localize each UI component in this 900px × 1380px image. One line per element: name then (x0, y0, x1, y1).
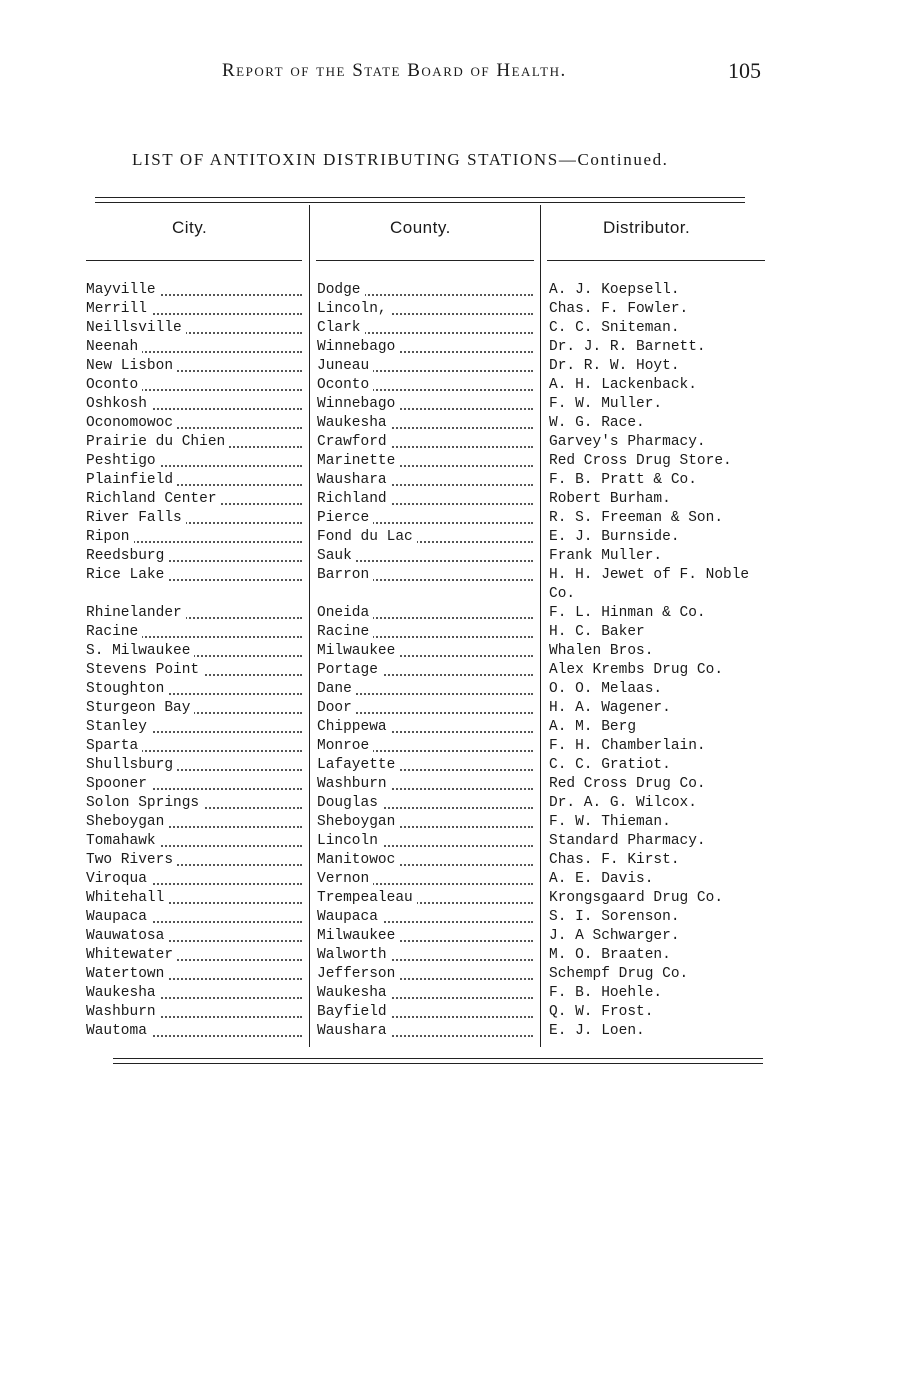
county-cell: Fond du Lac (317, 528, 533, 547)
table-row (0, 870, 900, 889)
city-cell: River Falls (86, 509, 302, 528)
city-cell: Oconomowoc (86, 414, 302, 433)
city-cell: Tomahawk (86, 832, 302, 851)
county-cell: Sauk (317, 547, 533, 566)
county-cell: Waushara (317, 471, 533, 490)
column-header-city: City. (172, 218, 208, 237)
table-row (0, 927, 900, 946)
distributor-cell: Whalen Bros. (549, 642, 779, 661)
distributor-cell: Chas. F. Fowler. (549, 300, 779, 319)
column-header-distributor: Distributor. (603, 218, 691, 237)
distributor-cell: J. A Schwarger. (549, 927, 779, 946)
header-rule (547, 260, 765, 261)
table-row (0, 509, 900, 528)
distributor-cell: F. W. Muller. (549, 395, 779, 414)
distributor-cell: Dr. J. R. Barnett. (549, 338, 779, 357)
header-rule (86, 260, 302, 261)
top-rule (95, 197, 745, 198)
distributor-cell: H. H. Jewet of F. Noble Co. (549, 567, 750, 602)
distributor-cell: Standard Pharmacy. (549, 832, 779, 851)
table-row (0, 1022, 900, 1041)
county-cell: Washburn (317, 775, 533, 794)
city-cell: Rhinelander (86, 604, 302, 623)
distributor-cell: Krongsgaard Drug Co. (549, 889, 779, 908)
table-row (0, 680, 900, 699)
table-row (0, 300, 900, 319)
distributor-cell: F. H. Chamberlain. (549, 737, 779, 756)
distributor-cell: Dr. R. W. Hoyt. (549, 357, 779, 376)
county-cell: Door (317, 699, 533, 718)
county-cell: Dodge (317, 281, 533, 300)
table-row (0, 338, 900, 357)
county-cell: Lincoln (317, 832, 533, 851)
county-cell: Juneau (317, 357, 533, 376)
distributor-cell: R. S. Freeman & Son. (549, 509, 779, 528)
table-row (0, 376, 900, 395)
table-row (0, 756, 900, 775)
city-cell: Mayville (86, 281, 302, 300)
distributor-cell: A. E. Davis. (549, 870, 779, 889)
distributor-cell: Red Cross Drug Co. (549, 775, 779, 794)
distributor-cell: W. G. Race. (549, 414, 779, 433)
city-cell: Peshtigo (86, 452, 302, 471)
city-cell: Viroqua (86, 870, 302, 889)
distributor-cell: A. M. Berg (549, 718, 779, 737)
table-row (0, 395, 900, 414)
city-cell: Merrill (86, 300, 302, 319)
city-cell: Plainfield (86, 471, 302, 490)
county-cell: Racine (317, 623, 533, 642)
table-row (0, 357, 900, 376)
county-cell: Milwaukee (317, 642, 533, 661)
county-cell: Portage (317, 661, 533, 680)
distributor-cell: H. C. Baker (549, 623, 779, 642)
county-cell: Clark (317, 319, 533, 338)
table-row (0, 737, 900, 756)
distributor-cell: E. J. Burnside. (549, 528, 779, 547)
county-cell: Milwaukee (317, 927, 533, 946)
city-cell: Solon Springs (86, 794, 302, 813)
distributor-cell: F. W. Thieman. (549, 813, 779, 832)
table-row (0, 1003, 900, 1022)
city-cell: Shullsburg (86, 756, 302, 775)
city-cell: S. Milwaukee (86, 642, 302, 661)
county-cell: Manitowoc (317, 851, 533, 870)
distributor-cell: Alex Krembs Drug Co. (549, 661, 779, 680)
distributor-cell: O. O. Melaas. (549, 680, 779, 699)
table-row (0, 490, 900, 509)
table-row (0, 623, 900, 642)
table-row (0, 433, 900, 452)
distributor-cell: E. J. Loen. (549, 1022, 779, 1041)
city-cell: Waukesha (86, 984, 302, 1003)
table-row (0, 281, 900, 300)
city-cell: Washburn (86, 1003, 302, 1022)
table-row (0, 414, 900, 433)
city-cell: Prairie du Chien (86, 433, 302, 452)
city-cell: Neenah (86, 338, 302, 357)
county-cell: Barron (317, 566, 533, 585)
table-row (0, 832, 900, 851)
city-cell: Stanley (86, 718, 302, 737)
city-cell: Stevens Point (86, 661, 302, 680)
column-header-county: County. (390, 218, 451, 237)
distributor-cell: S. I. Sorenson. (549, 908, 779, 927)
distributor-cell: H. A. Wagener. (549, 699, 779, 718)
county-cell: Bayfield (317, 1003, 533, 1022)
county-cell: Winnebago (317, 338, 533, 357)
city-cell: Stoughton (86, 680, 302, 699)
city-cell: Reedsburg (86, 547, 302, 566)
city-cell: Wauwatosa (86, 927, 302, 946)
distributor-cell: A. H. Lackenback. (549, 376, 779, 395)
county-cell: Waukesha (317, 984, 533, 1003)
table-row (0, 547, 900, 566)
city-cell: Ripon (86, 528, 302, 547)
distributor-cell: Chas. F. Kirst. (549, 851, 779, 870)
city-cell: Waupaca (86, 908, 302, 927)
table-row (0, 775, 900, 794)
city-cell: Whitehall (86, 889, 302, 908)
table-row (0, 452, 900, 471)
county-cell: Crawford (317, 433, 533, 452)
table-row (0, 946, 900, 965)
distributor-cell: Garvey's Pharmacy. (549, 433, 779, 452)
table-row (0, 699, 900, 718)
table-row (0, 642, 900, 661)
city-cell: Watertown (86, 965, 302, 984)
city-cell: Spooner (86, 775, 302, 794)
county-cell: Marinette (317, 452, 533, 471)
city-cell: Neillsville (86, 319, 302, 338)
table-row (0, 984, 900, 1003)
city-cell: Wautoma (86, 1022, 302, 1041)
city-cell: Whitewater (86, 946, 302, 965)
city-cell: Racine (86, 623, 302, 642)
distributor-cell: Dr. A. G. Wilcox. (549, 794, 779, 813)
distributor-cell: F. L. Hinman & Co. (549, 604, 779, 623)
distributor-cell: Red Cross Drug Store. (549, 452, 779, 471)
county-cell: Oneida (317, 604, 533, 623)
table-row (0, 528, 900, 547)
city-cell: Rice Lake (86, 566, 302, 585)
table-row (0, 471, 900, 490)
bottom-rule (113, 1058, 763, 1059)
header-rule (316, 260, 534, 261)
county-cell: Waushara (317, 1022, 533, 1041)
city-cell: New Lisbon (86, 357, 302, 376)
county-cell: Monroe (317, 737, 533, 756)
county-cell: Walworth (317, 946, 533, 965)
distributor-cell: Frank Muller. (549, 547, 779, 566)
distributor-cell: F. B. Hoehle. (549, 984, 779, 1003)
county-cell: Oconto (317, 376, 533, 395)
city-cell: Sturgeon Bay (86, 699, 302, 718)
distributor-cell: A. J. Koepsell. (549, 281, 779, 300)
county-cell: Waupaca (317, 908, 533, 927)
table-row (0, 604, 900, 623)
county-cell: Pierce (317, 509, 533, 528)
bottom-rule (113, 1063, 763, 1064)
county-cell: Lincoln, (317, 300, 533, 319)
table-row (0, 889, 900, 908)
county-cell: Trempealeau (317, 889, 533, 908)
distributor-cell: Schempf Drug Co. (549, 965, 779, 984)
county-cell: Winnebago (317, 395, 533, 414)
distributor-cell: C. C. Gratiot. (549, 756, 779, 775)
table-title: LIST OF ANTITOXIN DISTRIBUTING STATIONS—Continued. (132, 150, 669, 169)
running-head: Report of the State Board of Health. (222, 60, 567, 81)
city-cell: Two Rivers (86, 851, 302, 870)
city-cell: Oshkosh (86, 395, 302, 414)
table-row (0, 718, 900, 737)
city-cell: Sparta (86, 737, 302, 756)
table-row (0, 566, 900, 602)
distributor-cell: F. B. Pratt & Co. (549, 471, 779, 490)
county-cell: Douglas (317, 794, 533, 813)
county-cell: Vernon (317, 870, 533, 889)
city-cell: Sheboygan (86, 813, 302, 832)
county-cell: Jefferson (317, 965, 533, 984)
county-cell: Waukesha (317, 414, 533, 433)
distributor-cell: Robert Burham. (549, 490, 779, 509)
table-row (0, 813, 900, 832)
city-cell: Richland Center (86, 490, 302, 509)
county-cell: Chippewa (317, 718, 533, 737)
table-row (0, 908, 900, 927)
table-row (0, 794, 900, 813)
table-row (0, 851, 900, 870)
city-cell: Oconto (86, 376, 302, 395)
county-cell: Dane (317, 680, 533, 699)
table-row (0, 661, 900, 680)
distributor-cell: C. C. Sniteman. (549, 319, 779, 338)
distributor-cell: M. O. Braaten. (549, 946, 779, 965)
top-rule (95, 202, 745, 203)
table-row (0, 319, 900, 338)
county-cell: Sheboygan (317, 813, 533, 832)
table-row (0, 965, 900, 984)
page-number: 105 (728, 58, 761, 83)
distributor-cell: Q. W. Frost. (549, 1003, 779, 1022)
county-cell: Richland (317, 490, 533, 509)
county-cell: Lafayette (317, 756, 533, 775)
